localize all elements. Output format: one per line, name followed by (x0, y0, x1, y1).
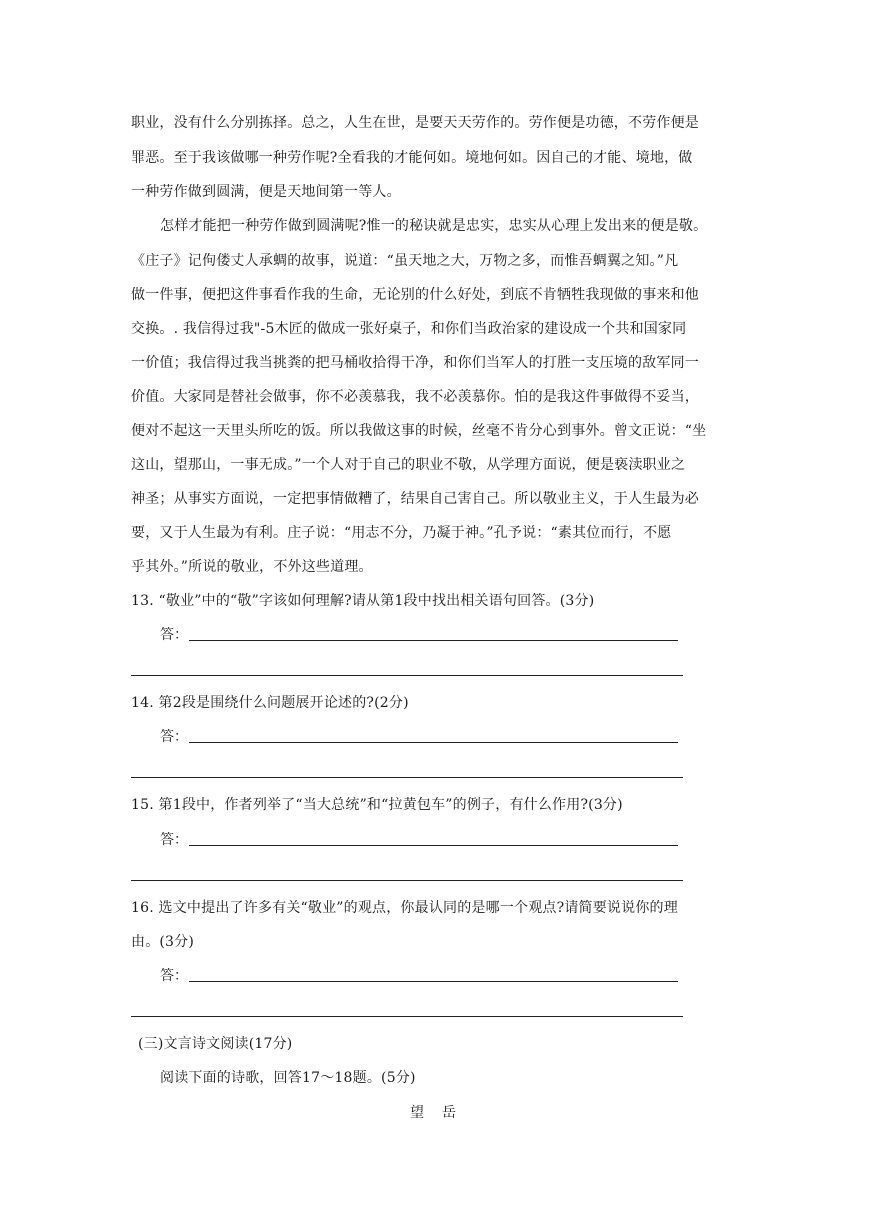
passage-line: 乎其外。”所说的敬业，不外这些道理。 (131, 559, 373, 575)
passage-line: 神圣；从事实方面说，一定把事情做糟了，结果自己害自己。所以敬业主义，于人生最为必 (131, 491, 699, 507)
passage-line: 便对不起这一天里头所吃的饭。所以我做这事的时候，丝毫不肯分心到事外。曾文正说：“坐 (131, 423, 707, 439)
poem-title: 望岳 (410, 1105, 474, 1121)
question-13: 13. “敬业”中的“敬”字该如何理解?请从第1段中找出相关语句回答。(3分) (131, 593, 595, 609)
answer-line-14a[interactable] (189, 742, 678, 743)
passage-line: 罪恶。至于我该做哪一种劳作呢?全看我的才能何如。境地何如。因自己的才能、境地，做 (131, 150, 693, 166)
passage-line: 交换。. 我信得过我"-5木匠的做成一张好桌子，和你们当政治家的建设成一个共和国家同 (131, 321, 687, 337)
answer-label: 答： (160, 968, 188, 984)
passage-line: 这山，望那山，一事无成。”一个人对于自己的职业不敬，从学理方面说，便是亵渎职业之 (131, 457, 686, 473)
answer-line-16a[interactable] (189, 981, 678, 982)
question-15: 15. 第1段中，作者列举了“当大总统”和“拉黄包车”的例子，有什么作用?(3分) (131, 797, 623, 813)
passage-line: 一价值；我信得过我当挑粪的把马桶收拾得干净，和你们当军人的打胜一支压境的敌军同一 (131, 355, 699, 371)
passage-line: 做一件事，便把这件事看作我的生命，无论别的什么好处，到底不肯牺牲我现做的事来和他 (131, 287, 699, 303)
answer-line-15b[interactable] (131, 880, 683, 881)
question-14: 14. 第2段是围绕什么问题展开论述的?(2分) (131, 695, 409, 711)
passage-line: 怎样才能把一种劳作做到圆满呢?惟一的秘诀就是忠实，忠实从心理上发出来的便是敬。 (160, 218, 708, 234)
question-16-cont: 由。(3分) (131, 934, 195, 950)
section-instruction: 阅读下面的诗歌，回答17～18题。(5分) (160, 1070, 416, 1086)
answer-line-15a[interactable] (189, 845, 678, 846)
answer-line-13a[interactable] (189, 640, 678, 641)
answer-label: 答： (160, 627, 188, 643)
answer-line-14b[interactable] (131, 777, 683, 778)
passage-line: 一种劳作做到圆满，便是天地间第一等人。 (131, 184, 401, 200)
passage-line: 职业，没有什么分别拣择。总之，人生在世，是要天天劳作的。劳作便是功德，不劳作便是 (131, 115, 699, 131)
answer-line-13b[interactable] (131, 675, 683, 676)
answer-label: 答： (160, 729, 188, 745)
section-heading: (三)文言诗文阅读(17分) (138, 1036, 293, 1052)
passage-line: 要，又于人生最为有利。庄子说：“用志不分，乃凝于神。”孔予说：“素其位而行，不愿 (131, 525, 672, 541)
answer-line-16b[interactable] (131, 1016, 683, 1017)
passage-line: 价值。大家同是替社会做事，你不必羡慕我，我不必羡慕你。怕的是我这件事做得不妥当， (131, 389, 699, 405)
question-16: 16. 选文中提出了许多有关“敬业”的观点，你最认同的是哪一个观点?请简要说说你的理 (131, 900, 678, 916)
passage-line: 《庄子》记佝偻丈人承蜩的故事，说道：“虽天地之大，万物之多，而惟吾蜩翼之知。”凡 (131, 253, 679, 269)
answer-label: 答： (160, 832, 188, 848)
